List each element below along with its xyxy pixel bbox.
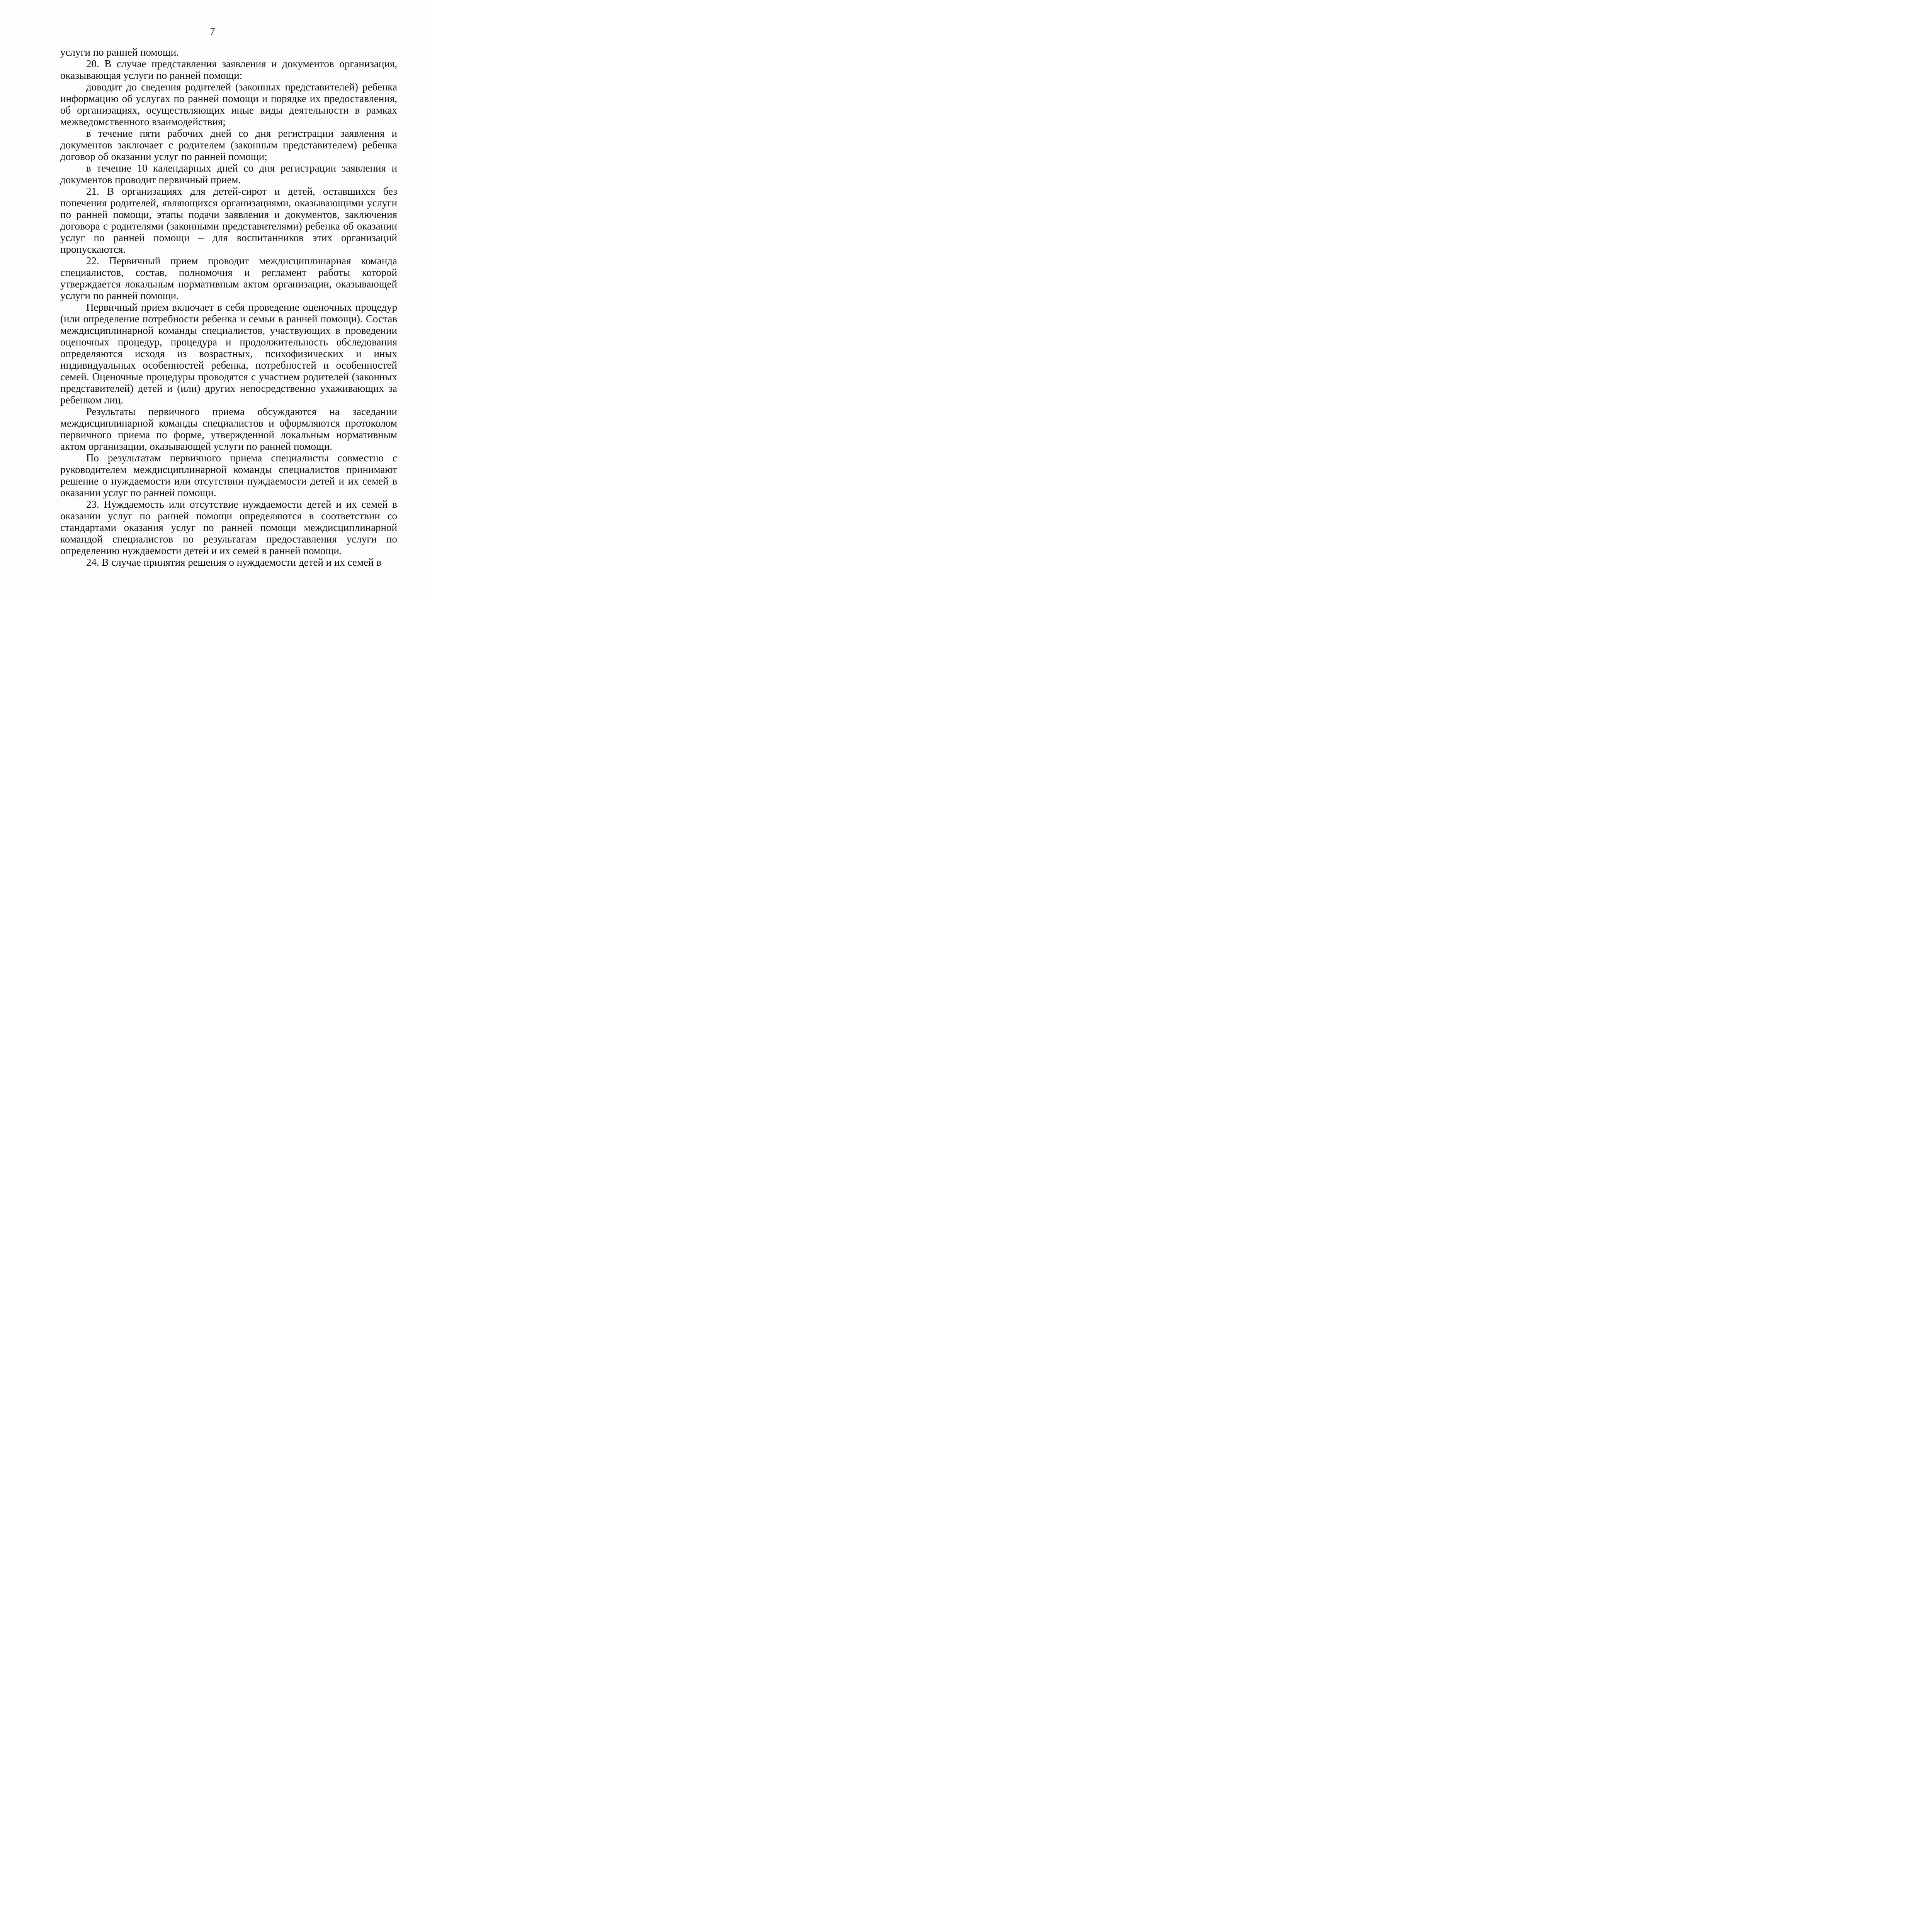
- paragraph-item-22: 22. Первичный прием проводит междисциплинарная команда специалистов, состав, полномочия и регламент работы которой утверждается локальным нормативным актом организации, оказывающей услуги по ранней помощи.: [60, 255, 397, 301]
- paragraph-item-21: 21. В организациях для детей-сирот и детей, оставшихся без попечения родителей, являющихся организациями, оказывающими услуги по ранней помощи, этапы подачи заявления и документов, заключения договора с родителями (законными представителями) ребенка об оказании услуг по ранней помощи – для воспитанников этих организаций пропускаются.: [60, 185, 397, 255]
- paragraph-decision: По результатам первичного приема специалисты совместно с руководителем междисциплинарной команды специалистов принимают решение о нуждаемости или отсутствии нуждаемости детей и их семей в оказании услуг по ранней помощи.: [60, 452, 397, 498]
- paragraph-item-20-contract: в течение пяти рабочих дней со дня регистрации заявления и документов заключает с родителем (законным представителем) ребенка договор об оказании услуг по ранней помощи;: [60, 128, 397, 162]
- paragraph-item-20-first-visit: в течение 10 календарных дней со дня регистрации заявления и документов проводит первичный прием.: [60, 162, 397, 185]
- paragraph-first-visit-content: Первичный прием включает в себя проведение оценочных процедур (или определение потребности ребенка и семьи в ранней помощи). Состав междисциплинарной команды специалистов, участвующих в проведении оценочных процедур, процедура и продолжительность обследования определяются исходя из возрастных, психофизических и иных индивидуальных особенностей ребенка, потребностей и особенностей семей. Оценочные процедуры проводятся с участием родителей (законных представителей) детей и (или) других непосредственно ухаживающих за ребенком лиц.: [60, 301, 397, 406]
- paragraph-first-visit-results: Результаты первичного приема обсуждаются на заседании междисциплинарной команды специалистов и оформляются протоколом первичного приема по форме, утвержденной локальным нормативным актом организации, оказывающей услуги по ранней помощи.: [60, 406, 397, 452]
- paragraph-item-20: 20. В случае представления заявления и документов организация, оказывающая услуги по ранней помощи:: [60, 58, 397, 81]
- paragraph-continuation: услуги по ранней помощи.: [60, 46, 179, 58]
- paragraph-item-23: 23. Нуждаемость или отсутствие нуждаемости детей и их семей в оказании услуг по ранней помощи определяются в соответствии со стандартами оказания услуг по ранней помощи междисциплинарной командой специалистов по результатам предоставления услуги по определению нуждаемости детей и их семей в ранней помощи.: [60, 498, 397, 556]
- paragraph-item-24: 24. В случае принятия решения о нуждаемости детей и их семей в: [86, 556, 381, 568]
- document-body: [60, 46, 397, 568]
- paragraph-item-20-inform: доводит до сведения родителей (законных представителей) ребенка информацию об услугах по ранней помощи и порядке их предоставления, об организациях, осуществляющих иные виды деятельности в рамках межведомственного взаимодействия;: [60, 81, 397, 128]
- document-page: [0, 0, 425, 599]
- page-number: 7: [210, 26, 215, 37]
